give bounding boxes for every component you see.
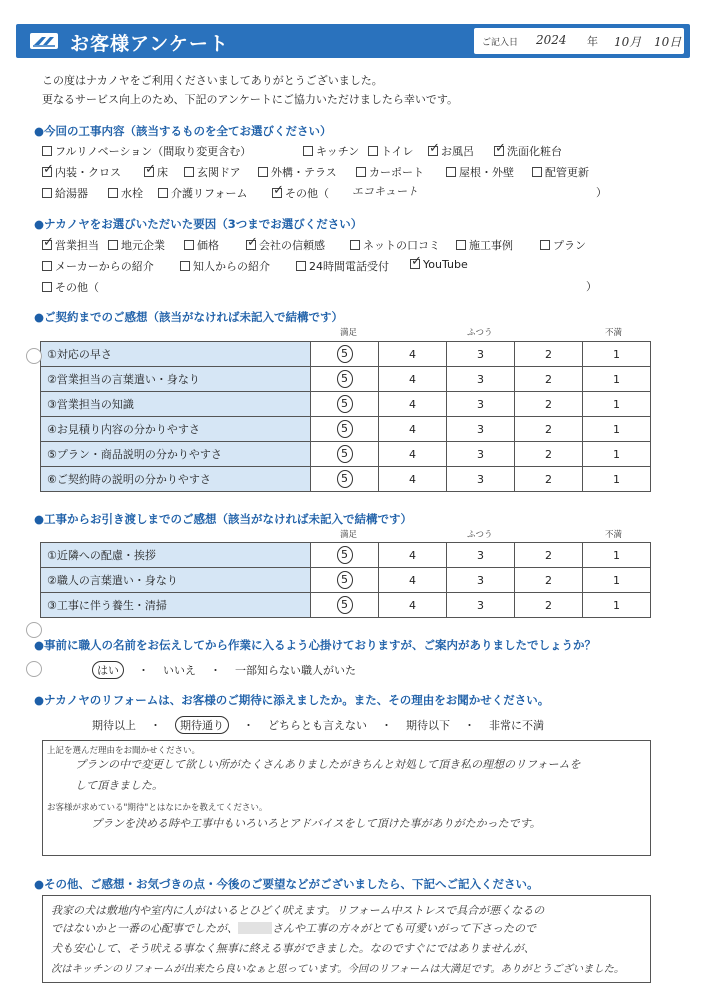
rating-option-5[interactable] — [311, 593, 379, 618]
rating-question: ③工事に伴う養生・清掃 — [41, 593, 311, 618]
rating-value: 4 — [409, 573, 416, 587]
date-year-unit: 年 — [587, 35, 598, 48]
scale-low-label: 不満 — [605, 328, 623, 338]
q7-line-2b: さんや工事の方々がとても可愛いがって下さったので — [272, 922, 536, 935]
q2-option-label: 営業担当 — [55, 239, 99, 252]
q1-option-label: 屋根・外壁 — [459, 166, 514, 179]
redacted-name — [238, 922, 272, 934]
q1-option[interactable] — [368, 143, 413, 159]
punch-hole — [26, 348, 42, 364]
rating-option-5[interactable] — [311, 367, 379, 392]
rating-option-3[interactable] — [447, 392, 515, 417]
q7-line-4: 次はキッチンのリフォームが出来たら良いなぁと思っています。今回のリフォームは大満足です。ありがとうございました。 — [51, 963, 625, 975]
rating-option-3[interactable] — [447, 568, 515, 593]
q7-line-2a: ではないかと一番の心配事でしたが、 — [51, 922, 238, 935]
q5-options — [92, 661, 370, 679]
rating-row — [41, 392, 651, 417]
rating-value: 2 — [545, 447, 552, 461]
checkbox[interactable] — [494, 146, 504, 156]
q2-option[interactable] — [456, 237, 513, 253]
q2-close-paren: ） — [586, 280, 597, 293]
rating-option-2[interactable] — [515, 568, 583, 593]
q2-option[interactable] — [42, 279, 99, 295]
selected-rating: 5 — [337, 420, 353, 438]
q1-option-label: フルリノベーション（間取り変更含む） — [55, 145, 252, 158]
checkbox[interactable] — [108, 188, 118, 198]
rating-option-1[interactable] — [583, 593, 651, 618]
date-label: ご記入日 — [482, 38, 519, 48]
rating-value: 1 — [613, 347, 620, 361]
rating-value: 4 — [409, 472, 416, 486]
rating-option-3[interactable] — [447, 367, 515, 392]
q1-option[interactable] — [272, 185, 329, 201]
checkbox[interactable] — [42, 167, 52, 177]
scale-mid-label: ふつう — [467, 328, 493, 338]
q3-heading: ●ご契約までのご感想（該当がなければ未記入で結構です） — [34, 310, 344, 324]
q6-reason-line-1: プランの中で変更して欲しい所がたくさんありましたがきちんと対処して頂き私の理想のリフォームを — [75, 758, 581, 771]
rating-value: 4 — [409, 347, 416, 361]
q2-option-label: 知人からの紹介 — [193, 260, 270, 273]
choice-option[interactable]: 一部知らない職人がいた — [235, 664, 356, 677]
rating-row — [41, 593, 651, 618]
rating-value: 2 — [545, 372, 552, 386]
q1-close-paren: ） — [596, 186, 607, 199]
rating-option-4[interactable] — [379, 417, 447, 442]
q1-option-label: 外構・テラス — [271, 166, 337, 179]
q3-rating-table — [40, 341, 651, 492]
q2-option[interactable] — [296, 258, 389, 274]
rating-option-3[interactable] — [447, 467, 515, 492]
selected-rating: 5 — [337, 546, 353, 564]
q1-option-label: 配管更新 — [545, 166, 589, 179]
q2-option[interactable] — [540, 237, 586, 253]
checkbox[interactable] — [158, 188, 168, 198]
rating-option-5[interactable] — [311, 543, 379, 568]
scale-mid-label-2: ふつう — [467, 530, 493, 540]
rating-value: 4 — [409, 372, 416, 386]
q2-option[interactable] — [42, 237, 99, 253]
rating-row — [41, 467, 651, 492]
rating-value: 4 — [409, 598, 416, 612]
checkbox[interactable] — [42, 188, 52, 198]
rating-question: ④お見積り内容の分かりやすさ — [41, 417, 311, 442]
rating-option-4[interactable] — [379, 342, 447, 367]
q1-option-label: キッチン — [316, 145, 360, 158]
rating-value: 3 — [477, 397, 484, 411]
rating-value: 3 — [477, 347, 484, 361]
q2-option[interactable] — [184, 237, 219, 253]
q4-heading: ●工事からお引き渡しまでのご感想（該当がなければ未記入で結構です） — [34, 512, 413, 526]
q2-option-label: YouTube — [423, 258, 468, 271]
q1-option[interactable] — [42, 185, 88, 201]
date-day: 10日 — [654, 35, 682, 49]
q7-line-3: 犬も安心して、そう吠える事なく無事に終える事ができました。なのですぐにではありませんが、 — [51, 942, 535, 955]
rating-value: 2 — [545, 598, 552, 612]
rating-value: 1 — [613, 372, 620, 386]
q1-option-label: 水栓 — [121, 187, 143, 200]
q2-option[interactable] — [42, 258, 154, 274]
form-header — [16, 24, 690, 58]
checkbox[interactable] — [184, 240, 194, 250]
checkbox[interactable] — [446, 167, 456, 177]
checkbox[interactable] — [42, 146, 52, 156]
rating-row — [41, 342, 651, 367]
rating-option-3[interactable] — [447, 342, 515, 367]
punch-hole — [26, 661, 42, 677]
q5-heading: ●事前に職人の名前をお伝えしてから作業に入るよう心掛けておりますが、ご案内がありましたでしょうか？ — [34, 638, 597, 652]
rating-value: 3 — [477, 548, 484, 562]
q2-option-label: 施工事例 — [469, 239, 513, 252]
rating-option-2[interactable] — [515, 367, 583, 392]
rating-value: 2 — [545, 422, 552, 436]
scale-high-label-2: 満足 — [340, 530, 358, 540]
q2-option-label: 会社の信頼感 — [259, 239, 325, 252]
rating-option-2[interactable] — [515, 342, 583, 367]
checkbox[interactable] — [303, 146, 313, 156]
q6-heading: ●ナカノヤのリフォームは、お客様のご期待に添えましたか。また、その理由をお聞かせください。 — [34, 693, 550, 707]
q2-option-label: 24時間電話受付 — [309, 260, 389, 273]
company-logo — [30, 33, 58, 49]
q1-option-label: 内装・クロス — [55, 166, 121, 179]
q2-option[interactable] — [410, 258, 468, 271]
checkbox[interactable] — [108, 240, 118, 250]
q6-reason-box[interactable] — [42, 740, 651, 856]
rating-value: 1 — [613, 548, 620, 562]
rating-option-1[interactable] — [583, 467, 651, 492]
rating-question: ①近隣への配慮・挨拶 — [41, 543, 311, 568]
rating-option-2[interactable] — [515, 417, 583, 442]
intro-line-1: この度はナカノヤをご利用くださいましてありがとうございました。 — [42, 74, 383, 87]
rating-option-4[interactable] — [379, 543, 447, 568]
checkbox[interactable] — [540, 240, 550, 250]
scale-high-label: 満足 — [340, 328, 358, 338]
separator-dot: ・ — [138, 664, 149, 677]
q2-option-label: プラン — [553, 239, 586, 252]
q2-option[interactable] — [180, 258, 270, 274]
rating-option-1[interactable] — [583, 367, 651, 392]
rating-value: 2 — [545, 347, 552, 361]
page-title: お客様アンケート — [70, 33, 229, 55]
q1-option[interactable] — [446, 164, 514, 180]
rating-option-2[interactable] — [515, 442, 583, 467]
q1-option-label: カーポート — [369, 166, 424, 179]
q1-option[interactable] — [532, 164, 589, 180]
date-month: 10月 — [614, 35, 642, 49]
rating-option-1[interactable] — [583, 568, 651, 593]
rating-option-3[interactable] — [447, 442, 515, 467]
punch-hole — [26, 622, 42, 638]
rating-question: ②職人の言葉遣い・身なり — [41, 568, 311, 593]
checkbox[interactable] — [180, 261, 190, 271]
q4-rating-table — [40, 542, 651, 618]
date-year: 2024 — [536, 33, 567, 47]
q6-options — [92, 716, 558, 734]
rating-value: 2 — [545, 397, 552, 411]
rating-value: 4 — [409, 397, 416, 411]
choice-option[interactable]: 期待以下 — [406, 719, 450, 732]
rating-question: ⑤プラン・商品説明の分かりやすさ — [41, 442, 311, 467]
q1-other-text[interactable]: エコキュート — [352, 185, 418, 198]
rating-row — [41, 568, 651, 593]
checkbox[interactable] — [144, 167, 154, 177]
checkbox[interactable] — [246, 240, 256, 250]
q1-option-label: 床 — [157, 166, 168, 179]
q2-option-label: 価格 — [197, 239, 219, 252]
q7-line-2 — [51, 920, 536, 936]
rating-option-1[interactable] — [583, 417, 651, 442]
checkbox[interactable] — [258, 167, 268, 177]
rating-option-5[interactable] — [311, 568, 379, 593]
rating-value: 2 — [545, 573, 552, 587]
q1-option[interactable] — [258, 164, 337, 180]
rating-value: 3 — [477, 598, 484, 612]
rating-option-4[interactable] — [379, 593, 447, 618]
checkbox[interactable] — [296, 261, 306, 271]
q1-heading: ●今回の工事内容（該当するものを全てお選びください） — [34, 124, 332, 138]
selected-rating: 5 — [337, 345, 353, 363]
rating-option-1[interactable] — [583, 392, 651, 417]
q2-option[interactable] — [246, 237, 325, 253]
rating-value: 3 — [477, 447, 484, 461]
intro-line-2: 更なるサービス向上のため、下記のアンケートにご協力いただけましたら幸いです。 — [42, 93, 459, 106]
choice-option[interactable]: 非常に不満 — [489, 719, 544, 732]
separator-dot: ・ — [150, 719, 161, 732]
q1-option-label: その他（ — [285, 187, 329, 200]
rating-option-4[interactable] — [379, 568, 447, 593]
q1-option[interactable] — [303, 143, 359, 159]
rating-option-4[interactable] — [379, 392, 447, 417]
q2-heading: ●ナカノヤをお選びいただいた要因（3つまでお選びください） — [34, 217, 363, 231]
rating-value: 4 — [409, 422, 416, 436]
q7-line-1: 我家の犬は敷地内や室内に人がはいるとひどく吠えます。リフォーム中ストレスで具合が悪くなるの — [51, 904, 545, 917]
q2-option[interactable] — [108, 237, 165, 253]
rating-value: 1 — [613, 447, 620, 461]
rating-option-5[interactable] — [311, 417, 379, 442]
rating-value: 4 — [409, 548, 416, 562]
rating-value: 3 — [477, 573, 484, 587]
rating-option-3[interactable] — [447, 593, 515, 618]
q1-option-label: 洗面化粧台 — [507, 145, 562, 158]
selected-choice[interactable]: はい — [92, 661, 124, 679]
rating-value: 1 — [613, 397, 620, 411]
checkbox[interactable] — [410, 259, 420, 269]
rating-option-5[interactable] — [311, 467, 379, 492]
checkbox[interactable] — [350, 240, 360, 250]
selected-rating: 5 — [337, 571, 353, 589]
q2-option-label: ネットの口コミ — [363, 239, 440, 252]
q1-option[interactable] — [158, 185, 247, 201]
rating-row — [41, 367, 651, 392]
rating-option-5[interactable] — [311, 392, 379, 417]
selected-rating: 5 — [337, 395, 353, 413]
rating-row — [41, 543, 651, 568]
rating-option-4[interactable] — [379, 442, 447, 467]
rating-value: 2 — [545, 472, 552, 486]
rating-option-1[interactable] — [583, 342, 651, 367]
q1-option[interactable] — [144, 164, 168, 180]
rating-question: ②営業担当の言葉遣い・身なり — [41, 367, 311, 392]
rating-question: ③営業担当の知識 — [41, 392, 311, 417]
checkbox[interactable] — [42, 261, 52, 271]
selected-choice[interactable]: 期待通り — [175, 716, 229, 734]
rating-value: 1 — [613, 598, 620, 612]
rating-option-2[interactable] — [515, 392, 583, 417]
q1-option[interactable] — [42, 143, 251, 159]
rating-option-5[interactable] — [311, 342, 379, 367]
rating-option-5[interactable] — [311, 442, 379, 467]
q1-option-label: 玄関ドア — [197, 166, 241, 179]
q1-option[interactable] — [494, 143, 562, 159]
choice-option[interactable]: どちらとも言えない — [268, 719, 367, 732]
rating-option-4[interactable] — [379, 467, 447, 492]
checkbox[interactable] — [428, 146, 438, 156]
rating-option-2[interactable] — [515, 467, 583, 492]
rating-row — [41, 442, 651, 467]
q6-expect-label: お客様が求めている"期待"とはなにかを教えてください。 — [47, 803, 268, 813]
selected-rating: 5 — [337, 370, 353, 388]
q1-option[interactable] — [108, 185, 143, 201]
rating-value: 3 — [477, 422, 484, 436]
checkbox[interactable] — [456, 240, 466, 250]
q1-option-label: 介護リフォーム — [171, 187, 248, 200]
rating-question: ①対応の早さ — [41, 342, 311, 367]
q2-option-label: 地元企業 — [121, 239, 165, 252]
q1-option[interactable] — [184, 164, 241, 180]
rating-row — [41, 417, 651, 442]
separator-dot: ・ — [464, 719, 475, 732]
scale-low-label-2: 不満 — [605, 530, 623, 540]
rating-option-1[interactable] — [583, 442, 651, 467]
checkbox[interactable] — [42, 240, 52, 250]
separator-dot: ・ — [381, 719, 392, 732]
selected-rating: 5 — [337, 445, 353, 463]
q1-option-label: お風呂 — [441, 145, 474, 158]
q2-option[interactable] — [350, 237, 440, 253]
date-field[interactable] — [474, 28, 684, 54]
q6-expect-line-1: プランを決める時や工事中もいろいろとアドバイスをして頂けた事がありがたかったです。 — [91, 817, 541, 830]
checkbox[interactable] — [272, 188, 282, 198]
q1-option[interactable] — [42, 164, 121, 180]
checkbox[interactable] — [184, 167, 194, 177]
q2-option-label: メーカーからの紹介 — [55, 260, 154, 273]
rating-value: 1 — [613, 422, 620, 436]
checkbox[interactable] — [356, 167, 366, 177]
rating-value: 3 — [477, 472, 484, 486]
choice-option[interactable]: 期待以上 — [92, 719, 136, 732]
rating-value: 1 — [613, 472, 620, 486]
selected-rating: 5 — [337, 596, 353, 614]
rating-option-2[interactable] — [515, 543, 583, 568]
q1-option[interactable] — [356, 164, 424, 180]
selected-rating: 5 — [337, 470, 353, 488]
separator-dot: ・ — [210, 664, 221, 677]
q6-reason-line-2: して頂きました。 — [75, 779, 163, 792]
q6-reason-label: 上記を選んだ理由をお聞かせください。 — [47, 746, 201, 756]
rating-question: ⑥ご契約時の説明の分かりやすさ — [41, 467, 311, 492]
checkbox[interactable] — [368, 146, 378, 156]
q1-option-label: トイレ — [381, 145, 414, 158]
rating-value: 3 — [477, 372, 484, 386]
checkbox[interactable] — [532, 167, 542, 177]
q7-comment-box[interactable] — [42, 895, 651, 983]
q1-option[interactable] — [428, 143, 474, 159]
choice-option[interactable]: いいえ — [163, 664, 196, 677]
rating-option-1[interactable] — [583, 543, 651, 568]
q7-heading: ●その他、ご感想・お気づきの点・今後のご要望などがございましたら、下記へご記入ください。 — [34, 877, 539, 891]
q2-option-label: その他（ — [55, 281, 99, 294]
rating-value: 1 — [613, 573, 620, 587]
rating-value: 2 — [545, 548, 552, 562]
rating-option-3[interactable] — [447, 543, 515, 568]
rating-option-4[interactable] — [379, 367, 447, 392]
checkbox[interactable] — [42, 282, 52, 292]
q1-option-label: 給湯器 — [55, 187, 88, 200]
rating-option-3[interactable] — [447, 417, 515, 442]
rating-option-2[interactable] — [515, 593, 583, 618]
rating-value: 4 — [409, 447, 416, 461]
separator-dot: ・ — [243, 719, 254, 732]
